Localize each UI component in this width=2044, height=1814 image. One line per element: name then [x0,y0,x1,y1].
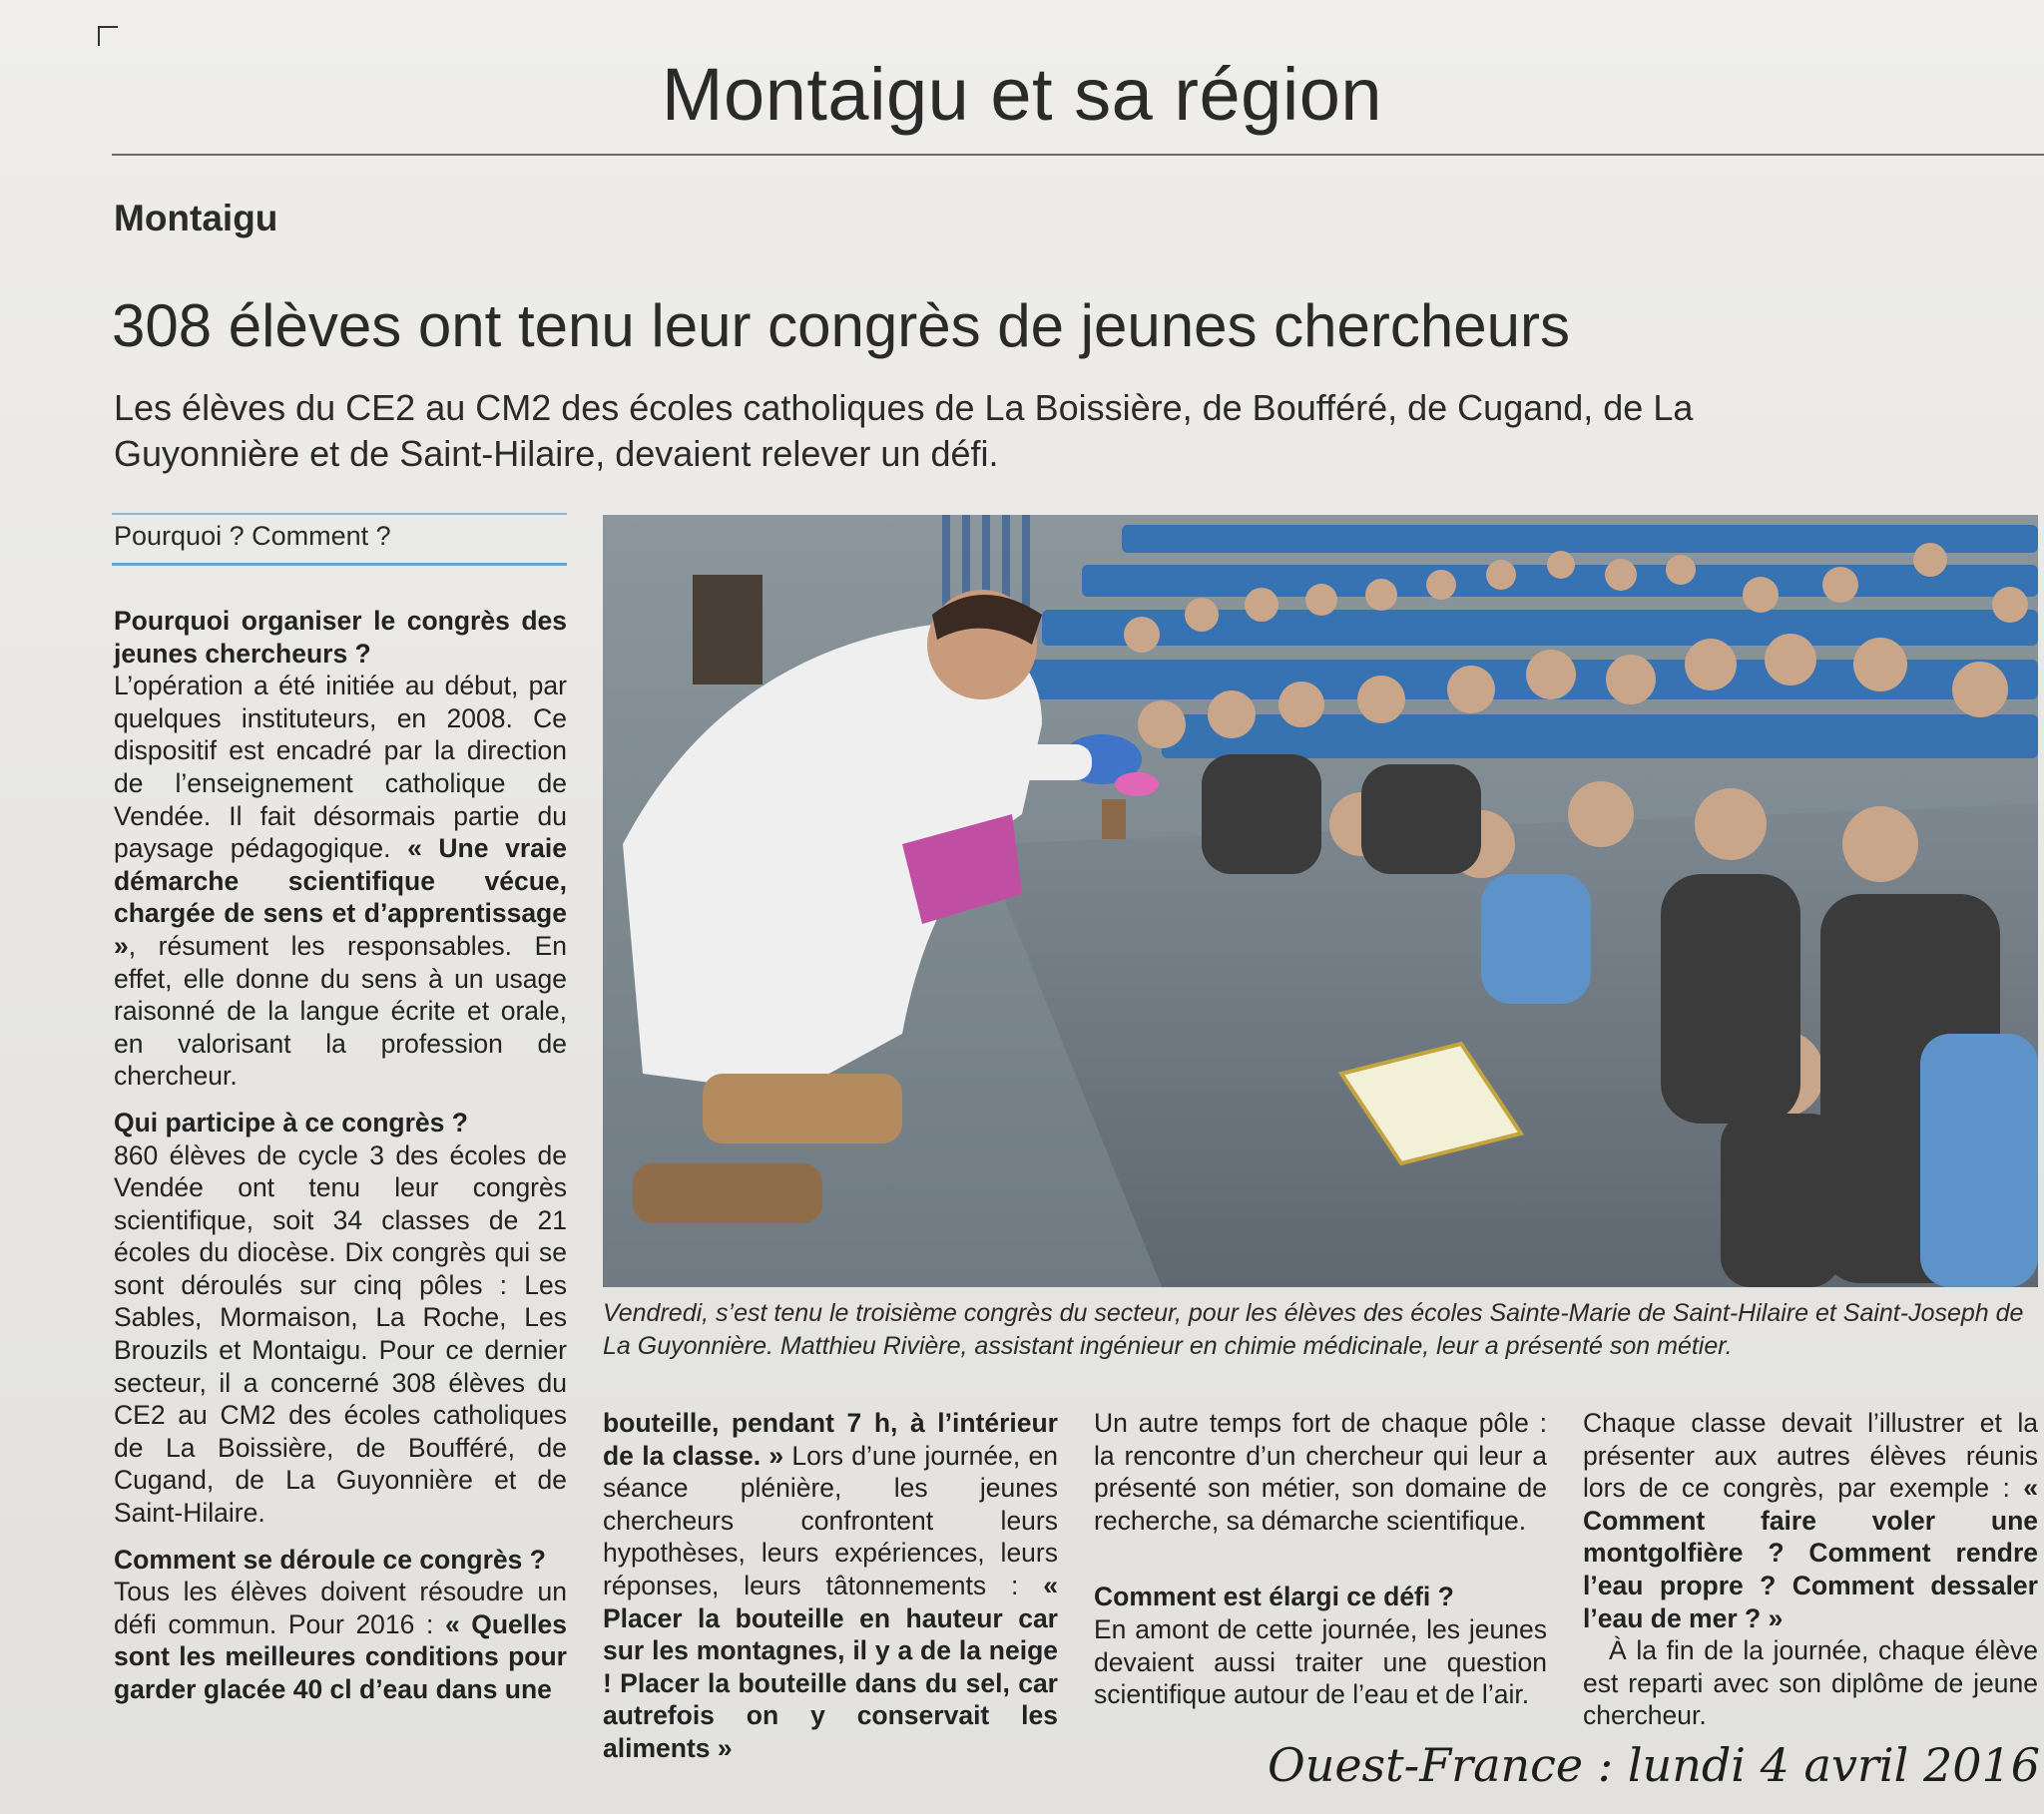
crop-mark [98,26,118,46]
paragraph-text: L’opération a été initiée au début, par quelques instituteurs, en 2008. Ce dispositif est encadré par la direction de l’enseignement catholique de Vendée. Il fait désormais partie du paysage pédagogique. [114,671,567,864]
quote-text: bouteille, pendant 7 h, à l’intérieur de la classe. » [603,1408,1058,1471]
box-top-rule [112,513,567,515]
quote-text: « Placer la bouteille en hauteur car sur les montagnes, il y a de la neige ! Placer la bouteille dans du sel, car autrefois on y conservait les aliments » [603,1570,1058,1763]
handwritten-source-note: Ouest-France : lundi 4 avril 2016 [1268,1738,2041,1792]
quote-text: « Comment faire voler une montgolfière ? Comment rendre l’eau propre ? Comment dessaler l’eau de mer ? » [1583,1473,2038,1633]
quote-text: « Quelles sont les meilleures conditions pour garder glacée 40 cl d’eau dans une [114,1608,568,1704]
article-headline: 308 élèves ont tenu leur congrès de jeunes chercheurs [112,292,1570,359]
paragraph [1583,1407,2038,1634]
header-divider [112,154,2044,156]
photo-caption: Vendredi, s’est tenu le troisième congrès du secteur, pour les élèves des écoles Sainte-Marie de Saint-Hilaire et Saint-Joseph de La Guyonnière. Matthieu Rivière, assistant ingénieur en chimie médicinale, leur a présenté son métier. [603,1299,2024,1360]
article-column-left [114,605,567,1706]
paragraph: 860 élèves de cycle 3 des écoles de Vendée ont tenu leur congrès scientifique, soit 34 classes de 21 écoles du diocèse. Dix congrès qui se sont déroulés sur cinq pôles : Les Sables, Mormaison, La Roche, Les Brouzils et Montaigu. Pour ce dernier secteur, il a concerné 308 élèves du CE2 au CM2 des écoles catholiques de La Boissière, de Boufféré, de Cugand, de La Guyonnière et de Saint-Hilaire. [114,1139,567,1529]
box-label: Pourquoi ? Comment ? [114,521,391,551]
paragraph-text: Lors d’une journée, en séance plénière, les jeunes chercheurs confrontent leurs hypothèses, leurs expériences, leurs réponses, leurs tâtonnements : [603,1440,1058,1600]
paragraph [603,1407,1058,1765]
section-label: Montaigu [114,198,278,238]
article-photo [603,515,2038,1287]
page-title: Montaigu et sa région [661,53,1383,136]
paragraph: Un autre temps fort de chaque pôle : la rencontre d’un chercheur qui leur a présenté son métier, son domaine de recherche, sa démarche scientifique. [1094,1408,1547,1536]
article-column-mid1 [603,1407,1058,1765]
paragraph-text: Chaque classe devait l’illustrer et la présenter aux autres élèves réunis lors de ce congrès, par exemple : [1583,1408,2038,1504]
question-heading: Comment est élargi ce défi ? [1094,1582,1454,1612]
photo-illustration [603,515,2038,1287]
article-column-mid2 [1094,1407,1547,1711]
paragraph: À la fin de la journée, chaque élève est reparti avec son diplôme de jeune chercheur. [1583,1635,2038,1731]
article-column-right [1583,1407,2038,1732]
question-heading: Comment se déroule ce congrès ? [114,1544,546,1575]
question-heading: Qui participe à ce congrès ? [114,1107,468,1137]
quote-text: « Une vraie démarche scientifique vécue, chargée de sens et d’apprentissage » [114,833,567,961]
paragraph: En amont de cette journée, les jeunes devaient aussi traiter une question scientifique autour de l’eau et de l’air. [1094,1613,1547,1710]
article-lead: Les élèves du CE2 au CM2 des écoles catholiques de La Boissière, de Boufféré, de Cugand, de La Guyonnière et de Saint-Hilaire, devaient relever un défi. [114,387,1694,474]
question-heading: Pourquoi organiser le congrès des jeunes chercheurs ? [114,606,567,669]
box-bottom-rule [112,563,567,566]
paragraph-text: , résument les responsables. En effet, elle donne du sens à un usage raisonné de la langue écrite et orale, en valorisant la profession de chercheur. [114,930,567,1092]
paragraph [114,1576,567,1705]
paragraph-text: Tous les élèves doivent résoudre un défi commun. Pour 2016 : [114,1577,567,1639]
paragraph [114,670,567,1093]
